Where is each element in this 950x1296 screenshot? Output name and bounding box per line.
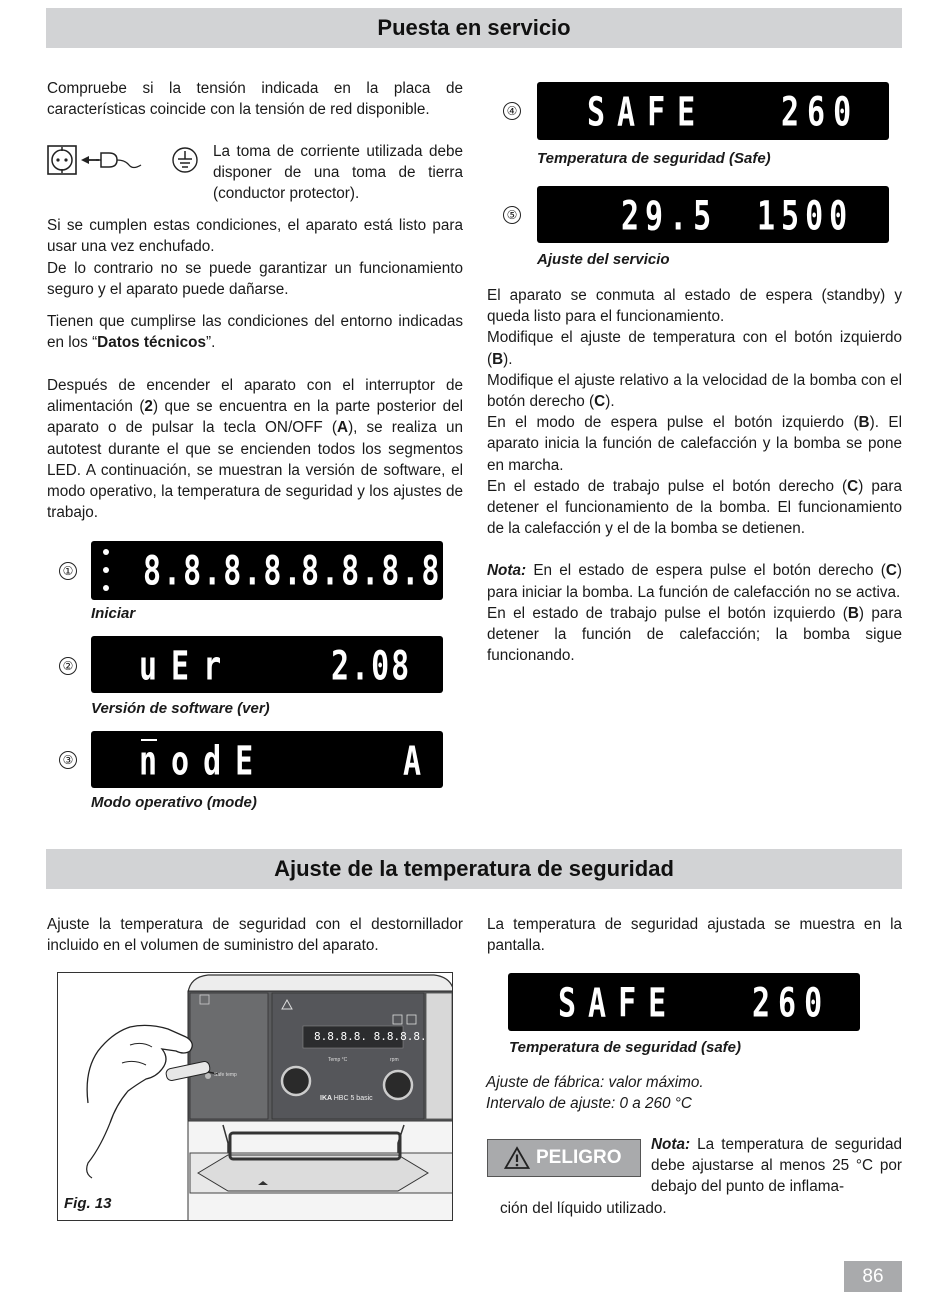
note-flashpoint-top: Nota: La temperatura de seguridad debe ajustarse al menos 25 °C por debajo del punto de inflama- — [651, 1136, 902, 1196]
lcd-display-start — [91, 541, 462, 600]
note-working: En el estado de trabajo pulse el botón izquierdo (B) para detener la función de calefacción; la bomba sigue funcionando. — [487, 604, 902, 665]
paragraph-screwdriver: Ajuste la temperatura de seguridad con el destornillador incluido en el volumen de suministro del aparato. — [47, 916, 463, 955]
lcd-right-value: A — [403, 738, 424, 786]
lcd-display-version — [91, 636, 443, 693]
lcd-display-mode — [91, 731, 443, 788]
figure-rpm: rpm — [390, 1057, 399, 1063]
paragraph-voltage: Compruebe si la tensión indicada en la placa de características coincide con la tensión de red disponible. — [47, 80, 463, 119]
step-number-5: ⑤ — [503, 206, 521, 224]
paragraph-conditions-2: De lo contrario no se puede garantizar un funcionamiento seguro y el aparato puede dañarse. — [47, 260, 463, 299]
device-illustration — [58, 973, 453, 1221]
figure-13 — [57, 972, 453, 1221]
paragraph-heating-start: En el modo de espera pulse el botón izquierdo (B). El aparato inicia la función de calefacción y la bomba se pone en marcha. — [487, 414, 902, 474]
figure-lcd: 8.8.8.8. 8.8.8.8. — [314, 1030, 427, 1043]
section-title-puesta: Puesta en servicio — [46, 8, 902, 48]
lcd-left-value: SAFE — [587, 89, 708, 137]
warning-triangle-icon — [504, 1146, 530, 1170]
step-number-4: ④ — [503, 102, 521, 120]
lcd-display-safe-2 — [508, 973, 860, 1031]
lcd-right-value: 260 — [781, 89, 860, 137]
step-number-3: ③ — [59, 751, 77, 769]
caption-start: Iniciar — [91, 605, 136, 622]
paragraph-shown-display: La temperatura de seguridad ajustada se muestra en la pantalla. — [487, 916, 902, 955]
lcd-left-value: nodE — [139, 738, 268, 786]
figure-brand: IKA HBC 5 basic — [320, 1095, 373, 1102]
lcd-right-value: 1500 — [757, 193, 854, 241]
paragraph-environment: Tienen que cumplirse las condiciones del entorno indicadas en los “Datos técnicos”. — [47, 313, 463, 352]
paragraph-pump-stop: En el estado de trabajo pulse el botón derecho (C) para detener el funcionamiento de la bomba. El funcionamiento de la calefacción y el de la bomba se detienen. — [487, 477, 902, 538]
lcd-left-value: 8.8.8.8. — [143, 548, 304, 596]
lcd-left-value: uEr — [139, 643, 236, 691]
socket-plug-icon — [47, 145, 199, 177]
figure-safe-temp: Safe temp — [214, 1072, 237, 1078]
figure-label: Fig. 13 — [64, 1195, 112, 1212]
page-number: 86 — [844, 1261, 902, 1292]
lcd-left-value: 29.5 — [621, 193, 718, 241]
lcd-left-value: SAFE — [558, 980, 679, 1028]
adjustment-range: Intervalo de ajuste: 0 a 260 °C — [486, 1095, 692, 1113]
paragraph-temp-adjust: Modifique el ajuste de temperatura con el botón izquierdo (B). — [487, 329, 902, 368]
paragraph-standby: El aparato se conmuta al estado de espera (standby) y queda listo para el funcionamiento. — [487, 287, 902, 326]
caption-safe: Temperatura de seguridad (Safe) — [537, 150, 771, 167]
step-number-1: ① — [59, 562, 77, 580]
step-number-2: ② — [59, 657, 77, 675]
paragraph-startup: Después de encender el aparato con el interruptor de alimentación (2) que se encuentra en la parte posterior del aparato o de pulsar la tecla ON/OFF (A), se realiza un autotest durante el que se encienden todos los segmentos LED. A continuación, se muestran la versión de software, el modo operativo, la temperatura de seguridad y los ajustes de trabajo. — [47, 377, 463, 522]
factory-settings — [486, 1072, 704, 1114]
lcd-display-service — [537, 186, 889, 243]
lcd-right-value: 2.08 — [331, 643, 412, 691]
lcd-right-value: 260 — [752, 980, 831, 1028]
danger-badge — [487, 1139, 641, 1177]
danger-label: PELIGRO — [536, 1147, 622, 1168]
plug-ground-symbol — [47, 145, 199, 177]
caption-safe-2: Temperatura de seguridad (safe) — [509, 1039, 742, 1056]
note-standby: Nota: En el estado de espera pulse el botón derecho (C) para iniciar la bomba. La función de calefacción no se activa. — [487, 562, 902, 601]
note-flashpoint-tail: ción del líquido utilizado. — [500, 1200, 667, 1217]
lcd-display-safe — [537, 82, 889, 140]
caption-mode: Modo operativo (mode) — [91, 794, 257, 811]
paragraph-ground: La toma de corriente utilizada debe disponer de una toma de tierra (conductor protector). — [213, 143, 463, 203]
paragraph-conditions-1: Si se cumplen estas condiciones, el aparato está listo para usar una vez enchufado. — [47, 217, 463, 256]
paragraph-pump-adjust: Modifique el ajuste relativo a la velocidad de la bomba con el botón derecho (C). — [487, 371, 902, 411]
figure-temp-unit: Temp °C — [328, 1057, 348, 1063]
factory-default: Ajuste de fábrica: valor máximo. — [486, 1074, 704, 1091]
section-title-safety-temp: Ajuste de la temperatura de seguridad — [46, 849, 902, 889]
caption-version: Versión de software (ver) — [91, 700, 270, 717]
lcd-right-value: 8.8.8.8. — [301, 548, 462, 596]
right-column-text — [487, 285, 902, 666]
caption-service: Ajuste del servicio — [537, 251, 670, 268]
